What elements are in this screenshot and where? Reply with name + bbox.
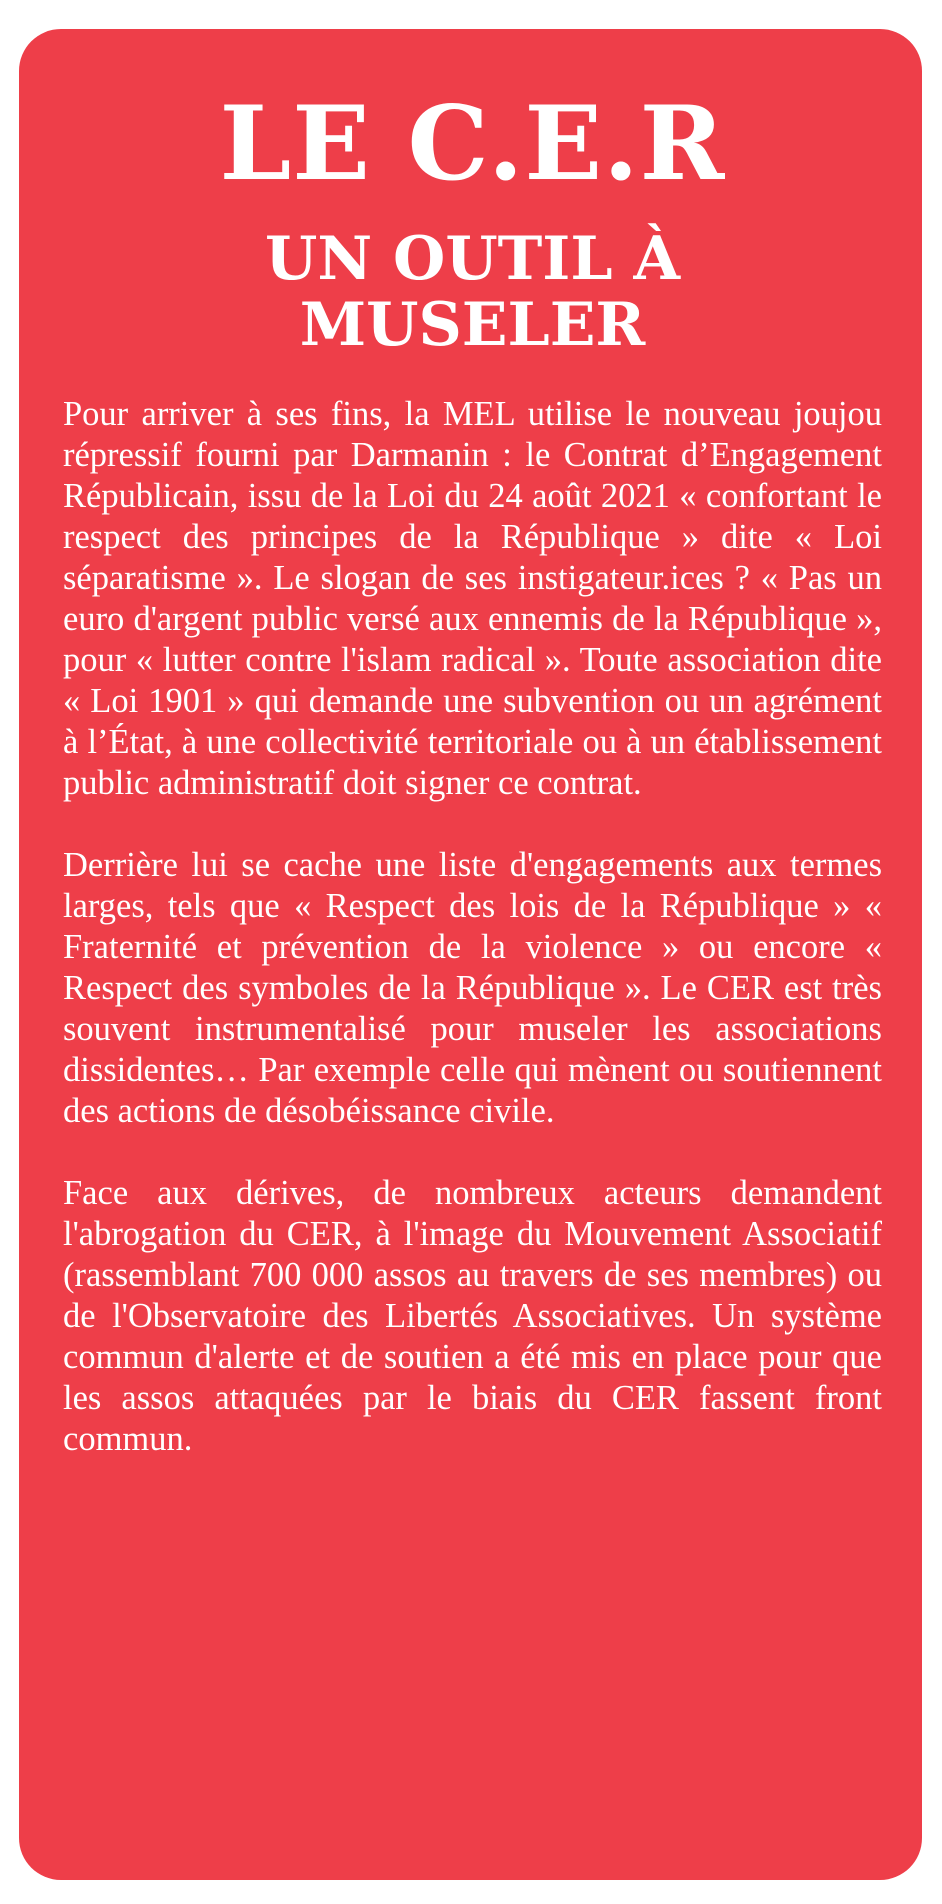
paragraph-intro: Pour arriver à ses fins, la MEL utilise le nouveau joujou répressif fourni par Darmanin : le Contrat d’Engagement Républicain, issu de la Loi du 24 août 2021 « confortant le respect des principes de la République » dite « Loi séparatisme ». Le slogan de ses instigateur.ices ? « Pas un euro d'argent public versé aux ennemis de la République », pour « lutter contre l'islam radical ». Toute association dite « Loi 1901 » qui demande une subvention ou un agrément à l’État, à une collectivité territoriale ou à un établissement public administratif doit signer ce contrat. xyxy=(63,395,882,803)
card-subtitle: UN OUTIL À MUSELER xyxy=(265,224,680,361)
paragraph-abrogation: Face aux dérives, de nombreux acteurs demandent l'abrogation du CER, à l'image du Mouvement Associatif (rassemblant 700 000 assos au travers de ses membres) ou de l'Observatoire des Libertés Associatives. Un système commun d'alerte et de soutien a été mis en place pour que les assos attaquées par le biais du CER fassent front commun. xyxy=(63,1174,882,1459)
info-card xyxy=(19,29,922,1880)
card-title: LE C.E.R xyxy=(219,84,726,204)
paragraph-engagements: Derrière lui se cache une liste d'engagements aux termes larges, tels que « Respect des lois de la République » « Fraternité et prévention de la violence » ou encore « Respect des symboles de la République ». Le CER est très souvent instrumentalisé pour museler les associations dissidentes… Par exemple celle qui mènent ou soutiennent des actions de désobéissance civile. xyxy=(63,846,882,1131)
card-body xyxy=(63,394,882,1460)
